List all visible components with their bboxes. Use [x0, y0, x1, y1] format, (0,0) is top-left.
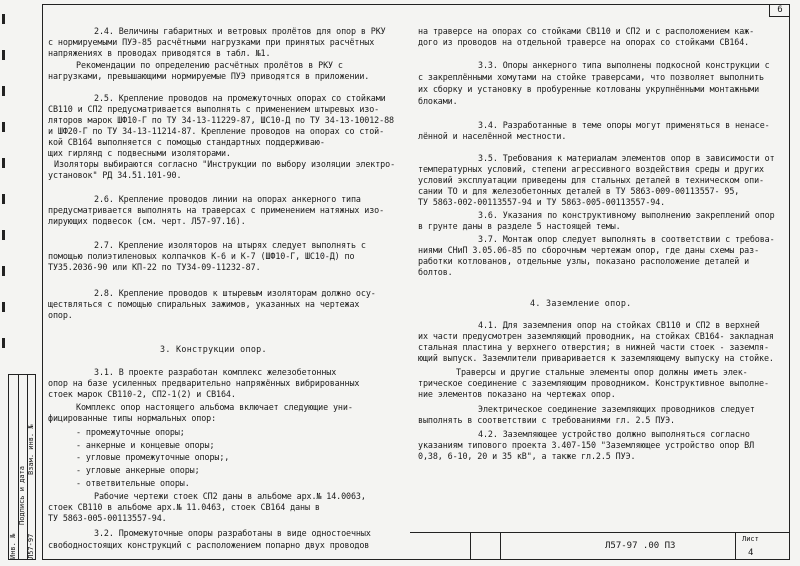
right-line: указаниям типового проекта 3.407-150 "Заземляющее устройство опор ВЛ: [418, 440, 755, 450]
left-line: с нормируемыми ПУЭ-85 расчётными нагрузками при принятых расчётных: [48, 37, 375, 47]
right-line: работки котлованов, отдельные узлы, показано расположение деталей и: [418, 256, 750, 266]
right-line: 3.3. Опоры анкерного типа выполнены подкосной конструкции с: [478, 60, 770, 70]
left-line: ществляться с помощью спиральных зажимов, указанных на чертежах: [48, 299, 360, 309]
left-line: лирующих подвесок (см. черт. Л57-97.16).: [48, 216, 246, 226]
right-line: лённой и населённой местности.: [418, 131, 567, 141]
left-line: 2.7. Крепление изоляторов на штырях следует выполнять с: [94, 240, 366, 250]
right-line: ТУ 5863-002-00113557-94 и ТУ 5863-005-00113557-94.: [418, 197, 666, 207]
left-line: стоек марок СВ110-2, СП2-1(2) и СВ164.: [48, 389, 236, 399]
left-line: Комплекс опор настоящего альбома включает следующие уни-: [76, 402, 353, 412]
left-line: Рекомендации по определению расчётных пролётов в РКУ с: [76, 60, 343, 70]
right-line: ние элементов показано на чертежах опор.: [418, 389, 616, 399]
left-line: 3.1. В проекте разработан комплекс железобетонных: [94, 367, 337, 377]
right-line: 4.2. Заземляющее устройство должно выполняться согласно: [478, 429, 750, 439]
left-line: СВ110 и СП2 предусматривается выполнять с применением штыревых изо-: [48, 104, 380, 114]
document-code: Л57-97 .00 ПЗ: [605, 541, 676, 551]
right-line: ниями СНиП 3.05.06-85 по сборочным чертежам опор, где даны схемы раз-: [418, 245, 760, 255]
left-line: нагрузками, превышающими нормируемые ПУЭ приводятся в приложении.: [48, 71, 370, 81]
list-item: - угловые промежуточные опоры;,: [76, 452, 230, 462]
right-line: выполнять в соответствии с требованиями гл. 2.5 ПУЭ.: [418, 415, 675, 425]
side-signature-label: Подпись и дата: [18, 465, 26, 525]
right-line: их части предусмотрен заземляющий проводник, на стойках СВ164- закладная: [418, 331, 774, 341]
left-line: ляторов марок ШФ10-Г по ТУ 34-13-11229-87, ШС10-Д по ТУ 34-13-10012-88: [48, 115, 394, 125]
right-line: 0,38, 6-10, 20 и 35 кВ", а также гл.2.5 ПУЭ.: [418, 451, 636, 461]
side-replace-label: Взам. инв. №: [27, 424, 35, 475]
right-line: с закреплёнными хомутами на стойке траверсами, что позволяет выполнить: [418, 72, 764, 82]
side-doc-code: Л57-97: [27, 533, 35, 559]
right-line: ющий выпуск. Заземлители приваривается к заземляющему выпуску на стойке.: [418, 353, 774, 363]
page-label: 6: [769, 4, 790, 17]
left-line: Рабочие чертежи стоек СП2 даны в альбоме арх.№ 14.0063,: [94, 491, 366, 501]
left-line: 2.5. Крепление проводов на промежуточных опорах со стойками: [94, 93, 386, 103]
left-line: опор.: [48, 310, 73, 320]
left-line: предусматривается выполнять на траверсах с применением натяжных изо-: [48, 205, 385, 215]
left-line: напряжениях в проводах приводятся в табл. №1.: [48, 48, 271, 58]
left-line: 2.8. Крепление проводов к штыревым изоляторам должно осу-: [94, 288, 376, 298]
left-line: помощью полиэтиленовых колпачков К-6 и К-7 (ШФ10-Г, ШС10-Д) по: [48, 251, 355, 261]
left-line: кой СВ164 выполняется с помощью стандартных поддерживаю-: [48, 137, 325, 147]
left-line: ТУ35.2036-90 или КП-22 по ТУ34-09-11232-87.: [48, 262, 261, 272]
right-line: в грунте даны в разделе 5 настоящей темы.: [418, 221, 621, 231]
right-line: Электрическое соединение заземляющих проводников следует: [478, 404, 755, 414]
right-line: температурных условий, степени агрессивного воздействия среды и других: [418, 164, 764, 174]
list-item: - промежуточные опоры;: [76, 427, 185, 437]
right-line: сании ТО и для железобетонных деталей в ТУ 5863-009-00113557- 95,: [418, 186, 740, 196]
section-3-heading: 3. Конструкции опор.: [160, 344, 267, 354]
left-line: 2.6. Крепление проводов линии на опорах анкерного типа: [94, 194, 361, 204]
list-item: - ответвительные опоры.: [76, 478, 190, 488]
left-line: ТУ 5863-005-00113557-94.: [48, 513, 167, 523]
left-line: 3.2. Промежуточные опоры разработаны в виде одностоечных: [94, 528, 371, 538]
right-line: 3.5. Требования к материалам элементов опор в зависимости от: [478, 153, 775, 163]
left-line: фицированные типы нормальных опор:: [48, 413, 217, 423]
side-inventory-label: Инв. №: [9, 533, 17, 559]
right-line: 3.4. Разработанные в теме опоры могут применяться в ненасе-: [478, 120, 770, 130]
right-line: их сборку и установку в пробуренные котлованы укрупнёнными монтажными: [418, 84, 760, 94]
list-item: - угловые анкерные опоры;: [76, 465, 200, 475]
right-line: болтов.: [418, 267, 453, 277]
right-line: 3.6. Указания по конструктивному выполнению закреплений опор: [478, 210, 775, 220]
right-line: 4.1. Для заземления опор на стойках СВ110 и СП2 в верхней: [478, 320, 760, 330]
title-block: [410, 532, 790, 560]
right-line: стальная пластина у верхнего отверстия; в нижней части стоек - заземля-: [418, 342, 769, 352]
right-line: на траверсе на опорах со стойками СВ110 и СП2 и с расположением каж-: [418, 26, 755, 36]
left-line: и ШФ20-Г по ТУ 34-13-11214-87. Крепление проводов на опорах со стой-: [48, 126, 385, 136]
right-line: Траверсы и другие стальные элементы опор должны иметь элек-: [456, 367, 748, 377]
right-line: блоками.: [418, 96, 458, 106]
right-line: трическое соединение с заземляющим проводником. Конструктивное выполне-: [418, 378, 769, 388]
side-strip: [8, 374, 36, 560]
left-line: щих гирлянд с подвесными изоляторами.: [48, 148, 231, 158]
left-line: Изоляторы выбираются согласно "Инструкции по выбору изоляции электро-: [54, 159, 396, 169]
left-line: стоек СВ110 в альбоме арх.№ 11.0463, стоек СВ164 даны в: [48, 502, 320, 512]
right-line: условий эксплуатации приведены для стальных деталей в техническом опи-: [418, 175, 764, 185]
left-line: свободностоящих конструкций с расположением попарно двух проводов: [48, 540, 370, 550]
section-4-heading: 4. Заземление опор.: [530, 298, 632, 308]
right-line: дого из проводов на отдельной траверсе на опорах со стойками СВ164.: [418, 37, 750, 47]
right-line: 3.7. Монтаж опор следует выполнять в соответствии с требова-: [478, 234, 775, 244]
left-line: установок" РД 34.51.101-90.: [48, 170, 182, 180]
sheet-label: Лист: [742, 535, 759, 543]
sheet-number: 4: [748, 548, 754, 558]
list-item: - анкерные и концевые опоры;: [76, 440, 215, 450]
left-line: опор на базе усиленных предварительно напряжённых вибрированных: [48, 378, 360, 388]
left-line: 2.4. Величины габаритных и ветровых пролётов для опор в РКУ: [94, 26, 386, 36]
